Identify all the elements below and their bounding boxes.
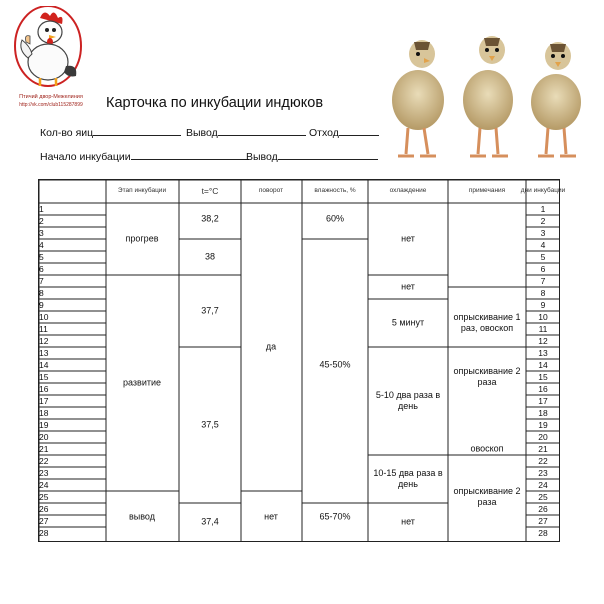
header-notes: примечания — [468, 187, 506, 195]
waste-label: Отход — [309, 127, 339, 139]
cooling-no-2: нет — [401, 281, 415, 292]
day-left-17: 17 — [39, 396, 49, 406]
day-right-23: 23 — [538, 467, 548, 478]
day-left-25: 25 — [39, 492, 49, 502]
day-right-10: 10 — [538, 311, 548, 322]
day-left-18: 18 — [39, 408, 49, 418]
day-left-13: 13 — [39, 348, 49, 358]
note-spray-3: опрыскивание 2 раза — [453, 486, 521, 507]
header-humidity: влажность, % — [314, 187, 356, 195]
header-days: дни инкубации — [520, 187, 566, 195]
day-left-4: 4 — [39, 240, 44, 250]
hatch2-field — [246, 149, 378, 163]
humidity-60: 60% — [325, 213, 345, 224]
day-left-11: 11 — [39, 324, 48, 334]
cooling-no-3: нет — [401, 516, 415, 527]
day-left-14: 14 — [39, 360, 49, 370]
day-right-26: 26 — [538, 503, 548, 514]
chick-1-icon — [392, 40, 444, 156]
header-cooling: охлаждение — [389, 187, 427, 195]
note-spray-2: опрыскивание 2 раза — [453, 366, 521, 387]
day-right-12: 12 — [538, 335, 548, 346]
incubation-table — [38, 179, 566, 542]
start-label: Начало инкубации — [40, 151, 131, 163]
logo — [10, 6, 86, 108]
turning-no: нет — [264, 511, 278, 522]
temp-37-7: 37,7 — [201, 305, 219, 316]
hatch-blank[interactable] — [218, 125, 306, 136]
header-stage: Этап инкубации — [117, 187, 167, 195]
day-left-12: 12 — [39, 336, 49, 346]
day-right-13: 13 — [538, 347, 548, 358]
day-right-6: 6 — [540, 263, 546, 274]
hatch2-blank[interactable] — [278, 149, 378, 160]
day-left-26: 26 — [39, 504, 49, 514]
day-right-1: 1 — [540, 203, 546, 214]
day-right-4: 4 — [540, 239, 546, 250]
temp-38-2: 38,2 — [201, 213, 219, 224]
header-temp: t=°C — [201, 185, 219, 196]
stage-warming: прогрев — [125, 233, 159, 244]
cooling-5-10: 5-10 два раза в день — [375, 390, 441, 411]
day-left-15: 15 — [39, 372, 49, 382]
cooling-no-1: нет — [401, 233, 415, 244]
day-right-3: 3 — [540, 227, 546, 238]
day-left-3: 3 — [39, 228, 44, 238]
day-right-11: 11 — [538, 323, 548, 334]
temp-38: 38 — [204, 251, 216, 262]
eggs-count-blank[interactable] — [93, 125, 181, 136]
waste-blank[interactable] — [339, 125, 379, 136]
day-left-22: 22 — [39, 456, 49, 466]
turning-yes: да — [265, 341, 277, 352]
day-left-19: 19 — [39, 420, 49, 430]
day-right-7: 7 — [540, 275, 546, 286]
eggs-count-field — [40, 125, 181, 139]
day-right-24: 24 — [538, 479, 548, 490]
day-left-27: 27 — [39, 516, 49, 526]
day-right-28: 28 — [538, 527, 548, 538]
start-field — [40, 149, 249, 163]
header-turn: поворот — [258, 187, 284, 195]
humidity-45-50: 45-50% — [319, 359, 351, 370]
day-right-22: 22 — [538, 455, 548, 466]
cooling-10-15: 10-15 два раза в день — [373, 468, 443, 489]
turkey-chicks-image — [378, 28, 594, 166]
day-right-21: 21 — [538, 443, 548, 454]
stage-development: развитие — [123, 377, 161, 388]
rooster-logo-icon — [10, 6, 86, 94]
day-left-9: 9 — [39, 300, 44, 310]
logo-caption: Птичий двор-Межелиния — [19, 94, 83, 100]
day-right-2: 2 — [540, 215, 546, 226]
waste-field — [309, 125, 379, 139]
chick-2-icon — [463, 36, 513, 156]
day-right-17: 17 — [538, 395, 548, 406]
cooling-5-min: 5 минут — [391, 317, 425, 328]
humidity-65-70: 65-70% — [319, 511, 351, 522]
stage-hatch: вывод — [129, 511, 155, 522]
day-right-19: 19 — [538, 419, 548, 430]
day-left-8: 8 — [39, 288, 44, 298]
day-left-24: 24 — [39, 480, 49, 490]
day-right-9: 9 — [540, 299, 546, 310]
note-candling: овоскоп — [470, 443, 504, 454]
day-left-20: 20 — [39, 432, 49, 442]
day-right-25: 25 — [538, 491, 548, 502]
temp-37-4: 37,4 — [201, 516, 219, 527]
chick-3-icon — [531, 42, 581, 156]
day-left-10: 10 — [39, 312, 49, 322]
day-right-14: 14 — [538, 359, 548, 370]
day-left-2: 2 — [39, 216, 44, 226]
start-blank[interactable] — [131, 149, 249, 160]
hatch-label: Вывод — [186, 127, 218, 139]
hatch2-label: Вывод — [246, 151, 278, 163]
day-right-27: 27 — [538, 515, 548, 526]
temp-37-5: 37,5 — [201, 419, 219, 430]
hatch-field — [186, 125, 306, 139]
day-right-20: 20 — [538, 431, 548, 442]
day-left-16: 16 — [39, 384, 49, 394]
note-spray-1: опрыскивание 1 раз, овоскоп — [453, 312, 521, 333]
day-left-21: 21 — [39, 444, 49, 454]
day-left-5: 5 — [39, 252, 44, 262]
day-right-5: 5 — [540, 251, 546, 262]
day-right-18: 18 — [538, 407, 548, 418]
day-right-15: 15 — [538, 371, 548, 382]
page-title: Карточка по инкубации индюков — [106, 95, 324, 111]
day-right-8: 8 — [540, 287, 546, 298]
day-left-28: 28 — [39, 528, 49, 538]
day-left-7: 7 — [39, 276, 44, 286]
eggs-count-label: Кол-во яиц — [40, 127, 94, 139]
day-left-6: 6 — [39, 264, 44, 274]
logo-link: http://vk.com/club115287899 — [19, 102, 83, 108]
day-left-23: 23 — [39, 468, 49, 478]
day-left-1: 1 — [39, 204, 44, 214]
day-right-16: 16 — [538, 383, 548, 394]
